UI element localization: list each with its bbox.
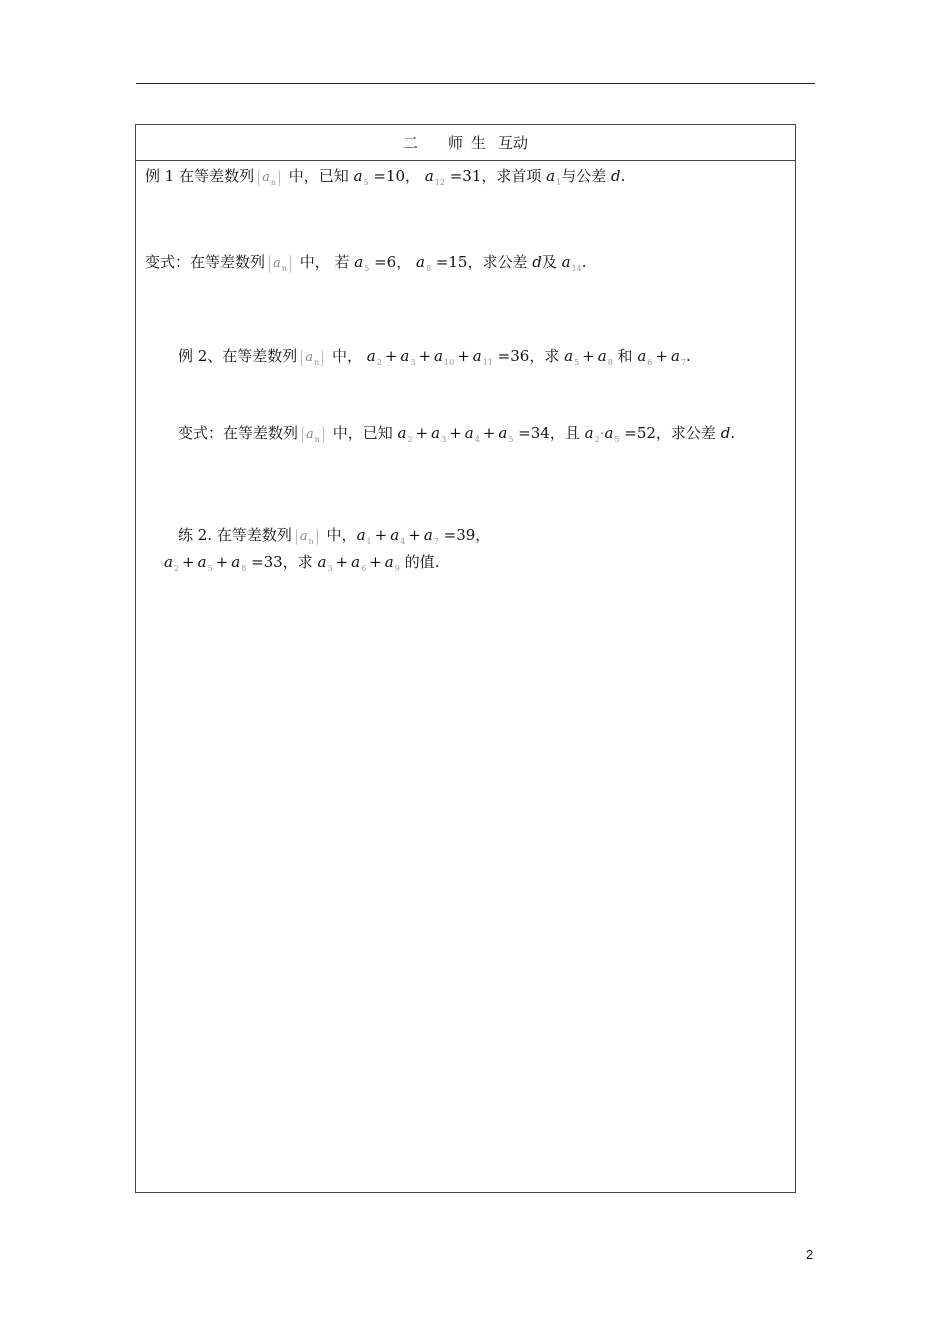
title-char-1: 二 (402, 134, 418, 152)
page-number: 2 (806, 1247, 814, 1262)
practice-2-line-1: 练 2. 在等差数列 $a_n$ 中，$a_1 + a_4 + a_7 =39$， (178, 526, 491, 546)
title-char-4: 互动 (498, 134, 529, 152)
example-2: 例 2、在等差数列 $a_n$ 中， $a_2 + a_3 + a_{10} + a_{11} =36$，求 $a_5 + a_8$ 和 $a_6 + a_7$. (178, 347, 691, 367)
sequence-brace: $a_n$ (258, 169, 280, 187)
example-1: 例 1 在等差数列 $a_n$ 中，已知 $a_5 =10$， $a_{12} =31$，求首项 $a_1$与公差 d. (145, 167, 626, 187)
practice-2-line-2: $a_2 + a_5 + a_8 =33$，求 $a_3 + a_6 + a_9$ 的值. (164, 553, 440, 573)
header-rule (136, 83, 815, 84)
variant-2: 变式：在等差数列 $a_n$ 中，已知 $a_2 + a_3 + a_4 + a_5 =34$，且 $a_2\cdot a_5 =52$，求公差 d. (178, 424, 736, 444)
title-char-3: 生 (471, 134, 487, 152)
content-box (135, 124, 796, 1193)
variant-1: 变式：在等差数列 $a_n$ 中， 若 $a_5 =6$， $a_8 =15$，求公差 d及 $a_{14}$. (145, 253, 587, 273)
section-title (136, 125, 795, 161)
title-char-2: 师 (447, 134, 463, 152)
